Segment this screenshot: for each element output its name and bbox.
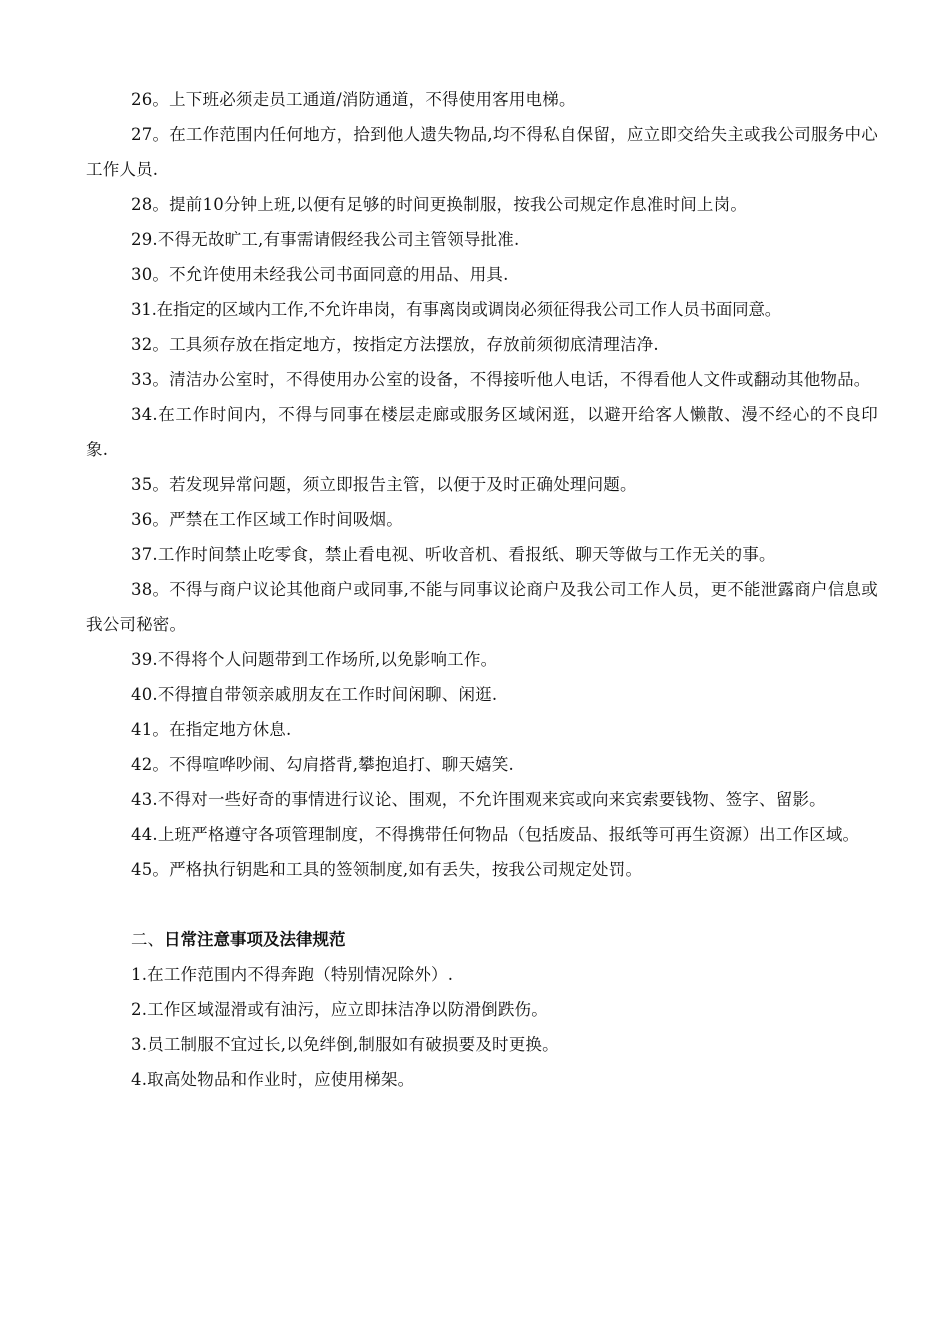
rule-27: 27。在工作范围内任何地方，拾到他人遗失物品,均不得私自保留，应立即交给失主或我公司服务中心工作人员. xyxy=(86,125,878,179)
rule-45: 45。严格执行钥匙和工具的签领制度,如有丢失，按我公司规定处罚。 xyxy=(131,860,643,879)
rule-30: 30。不允许使用未经我公司书面同意的用品、用具. xyxy=(131,265,509,284)
rule-39: 39.不得将个人问题带到工作场所,以免影响工作。 xyxy=(131,650,498,669)
section-gap xyxy=(86,887,878,922)
rule-40: 40.不得擅自带领亲戚朋友在工作时间闲聊、闲逛. xyxy=(131,685,498,704)
section-item-3: 3.员工制服不宜过长,以免绊倒,制服如有破损要及时更换。 xyxy=(131,1035,559,1054)
section-item-1: 1.在工作范围内不得奔跑（特别情况除外）. xyxy=(131,965,454,984)
rule-33: 33。清洁办公室时，不得使用办公室的设备，不得接听他人电话，不得看他人文件或翻动其他物品。 xyxy=(131,370,871,389)
rule-44: 44.上班严格遵守各项管理制度，不得携带任何物品（包括废品、报纸等可再生资源）出工作区域。 xyxy=(131,825,860,844)
rule-42: 42。不得喧哗吵闹、勾肩搭背,攀抱追打、聊天嬉笑. xyxy=(131,755,514,774)
rule-37: 37.工作时间禁止吃零食，禁止看电视、听收音机、看报纸、聊天等做与工作无关的事。 xyxy=(131,545,776,564)
section-item-4: 4.取高处物品和作业时，应使用梯架。 xyxy=(131,1070,415,1089)
rule-36: 36。严禁在工作区域工作时间吸烟。 xyxy=(131,510,403,529)
rule-31: 31.在指定的区域内工作,不允许串岗，有事离岗或调岗必须征得我公司工作人员书面同意。 xyxy=(131,300,782,319)
section-heading xyxy=(86,922,878,957)
rule-29: 29.不得无故旷工,有事需请假经我公司主管领导批准. xyxy=(131,230,520,249)
rule-32: 32。工具须存放在指定地方，按指定方法摆放，存放前须彻底清理洁净. xyxy=(131,335,659,354)
rule-38: 38。不得与商户议论其他商户或同事,不能与同事议论商户及我公司工作人员，更不能泄露商户信息或我公司秘密。 xyxy=(86,580,878,634)
section-number: 二、 xyxy=(131,930,164,949)
rule-35: 35。若发现异常问题，须立即报告主管，以便于及时正确处理问题。 xyxy=(131,475,637,494)
section-item-2: 2.工作区域湿滑或有油污，应立即抹洁净以防滑倒跌伤。 xyxy=(131,1000,548,1019)
section-title: 日常注意事项及法律规范 xyxy=(164,930,346,949)
rule-41: 41。在指定地方休息. xyxy=(131,720,292,739)
rule-34: 34.在工作时间内，不得与同事在楼层走廊或服务区域闲逛，以避开给客人懒散、漫不经心的不良印象. xyxy=(86,405,878,459)
rule-26: 26。上下班必须走员工通道/消防通道，不得使用客用电梯。 xyxy=(131,90,576,109)
rule-28: 28。提前10分钟上班,以便有足够的时间更换制服，按我公司规定作息准时间上岗。 xyxy=(131,195,748,214)
rule-43: 43.不得对一些好奇的事情进行议论、围观，不允许围观来宾或向来宾索要钱物、签字、留影。 xyxy=(131,790,826,809)
